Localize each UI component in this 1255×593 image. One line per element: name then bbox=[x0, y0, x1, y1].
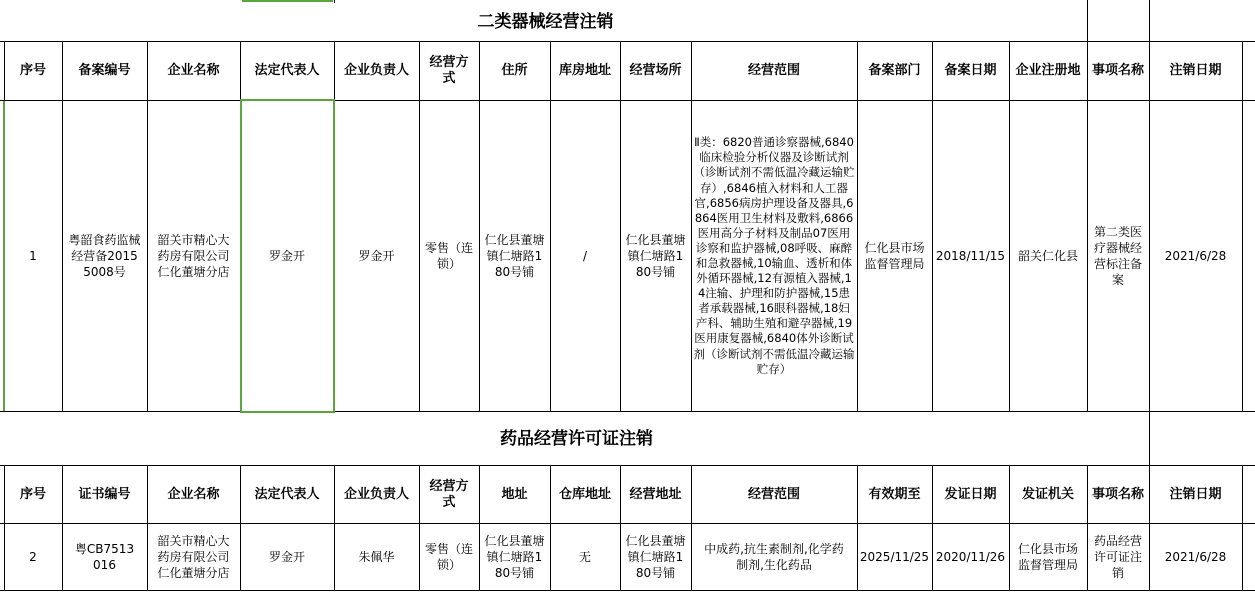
header-cell[interactable]: 序号 bbox=[19, 63, 46, 78]
header-cell[interactable]: 备案编号 bbox=[78, 63, 131, 78]
active-cell-selection bbox=[240, 99, 335, 413]
header-cell[interactable]: 注销日期 bbox=[1169, 63, 1222, 78]
data-cell[interactable]: 无 bbox=[578, 550, 591, 564]
header-cell[interactable]: 事项名称 bbox=[1091, 63, 1144, 78]
header-cell[interactable]: 库房地址 bbox=[558, 63, 611, 78]
header-cell[interactable]: 注销日期 bbox=[1169, 486, 1222, 502]
header-cell[interactable]: 备案日期 bbox=[944, 63, 997, 78]
header-cell[interactable]: 仓库地址 bbox=[558, 486, 611, 502]
header-cell[interactable]: 备案部门 bbox=[868, 63, 921, 78]
header-cell[interactable]: 企业负责人 bbox=[343, 486, 409, 502]
row-selection-marker bbox=[3, 101, 5, 411]
data-cell[interactable]: 罗金开 bbox=[268, 249, 305, 263]
grid-line bbox=[0, 590, 1255, 591]
column-selection-marker bbox=[242, 0, 333, 2]
data-cell[interactable]: 粤韶食药监械经营备20155008号 bbox=[68, 233, 141, 279]
data-cell[interactable]: 仁化县董塘镇仁塘路180号铺 bbox=[484, 534, 545, 580]
header-cell[interactable]: 企业名称 bbox=[167, 63, 220, 78]
data-cell[interactable]: 仁化县董塘镇仁塘路180号铺 bbox=[625, 534, 686, 580]
header-cell[interactable]: 企业注册地 bbox=[1015, 63, 1081, 78]
data-cell[interactable]: 韶关市精心大药房有限公司仁化董塘分店 bbox=[157, 534, 230, 580]
header-cell[interactable]: 地址 bbox=[501, 486, 528, 502]
grid-line bbox=[1149, 0, 1150, 41]
header-cell[interactable]: 经营场所 bbox=[629, 63, 682, 78]
business-scope-cell[interactable]: 中成药,抗生素制剂,化学药制剂,生化药品 bbox=[704, 542, 844, 572]
header-cell[interactable]: 经营范围 bbox=[747, 63, 800, 78]
data-cell[interactable]: 罗金开 bbox=[358, 249, 395, 263]
section-title[interactable]: 药品经营许可证注销 bbox=[500, 428, 653, 449]
data-cell[interactable]: 2018/11/15 bbox=[935, 249, 1006, 263]
header-cell[interactable]: 经营范围 bbox=[747, 486, 800, 502]
data-cell[interactable]: 仁化县董塘镇仁塘路180号铺 bbox=[484, 233, 545, 279]
header-cell[interactable]: 发证日期 bbox=[944, 486, 997, 502]
grid-line bbox=[1087, 0, 1088, 41]
header-cell[interactable]: 事项名称 bbox=[1091, 486, 1144, 502]
data-cell[interactable]: 仁化县董塘镇仁塘路180号铺 bbox=[625, 233, 686, 279]
business-scope-cell[interactable]: Ⅱ类：6820普通诊察器械,6840临床检验分析仪器及诊断试剂（诊断试剂不需低温冷藏运输贮存）,6846植入材料和人工器官,6856病房护理设备及器具,6864医用卫生材料及敷料,6866医用高分子材料及制品07医用诊察和监护器械,08呼吸、麻醉和急救器械,10输血、透析和体外循环器械,12有源植入器械,14注输、护理和防护器械,15患者承载器械,16眼科器械,18妇产科、辅助生殖和避孕器械,19医用康复器械,6840体外诊断试剂（诊断试剂不需低温冷藏运输贮存） bbox=[693, 135, 855, 376]
grid-line bbox=[1242, 41, 1243, 411]
header-cell[interactable]: 经营地址 bbox=[629, 486, 682, 502]
data-cell[interactable]: 罗金开 bbox=[268, 550, 305, 564]
data-cell[interactable]: 仁化县市场监督管理局 bbox=[864, 241, 925, 271]
data-cell[interactable]: 韶关市精心大药房有限公司仁化董塘分店 bbox=[157, 233, 230, 279]
data-cell[interactable]: 粤CB7513016 bbox=[74, 542, 135, 572]
data-cell[interactable]: 2021/6/28 bbox=[1164, 249, 1227, 263]
header-cell[interactable]: 法定代表人 bbox=[254, 63, 320, 78]
data-cell[interactable]: 2025/11/25 bbox=[859, 550, 930, 564]
header-cell[interactable]: 序号 bbox=[19, 486, 46, 502]
header-cell[interactable]: 经营方式 bbox=[429, 55, 469, 86]
data-cell[interactable]: 零售（连锁） bbox=[424, 241, 473, 271]
data-cell[interactable]: 1 bbox=[29, 249, 37, 263]
header-cell[interactable]: 住所 bbox=[501, 63, 528, 78]
header-cell[interactable]: 有效期至 bbox=[868, 486, 921, 502]
data-cell[interactable]: 零售（连锁） bbox=[424, 542, 473, 572]
data-cell[interactable]: 韶关仁化县 bbox=[1017, 249, 1078, 263]
data-cell[interactable]: 2 bbox=[29, 550, 37, 564]
data-cell[interactable]: 第二类医疗器械经营标注备案 bbox=[1093, 225, 1142, 287]
data-cell[interactable]: 2021/6/28 bbox=[1164, 550, 1227, 564]
section-title[interactable]: 二类器械经营注销 bbox=[477, 12, 614, 32]
data-cell[interactable]: 仁化县市场监督管理局 bbox=[1017, 542, 1078, 572]
grid-line bbox=[1242, 465, 1243, 590]
header-cell[interactable]: 法定代表人 bbox=[254, 486, 320, 502]
data-cell[interactable]: 朱佩华 bbox=[358, 550, 395, 564]
data-cell[interactable]: 药品经营许可证注销 bbox=[1093, 534, 1142, 580]
grid-line bbox=[1149, 411, 1150, 465]
data-cell[interactable]: 2020/11/26 bbox=[935, 550, 1006, 564]
header-cell[interactable]: 经营方式 bbox=[429, 478, 469, 510]
data-cell[interactable]: / bbox=[582, 249, 588, 263]
header-cell[interactable]: 发证机关 bbox=[1021, 486, 1074, 502]
header-cell[interactable]: 企业负责人 bbox=[343, 63, 409, 78]
header-cell[interactable]: 证书编号 bbox=[78, 486, 131, 502]
header-cell[interactable]: 企业名称 bbox=[167, 486, 220, 502]
